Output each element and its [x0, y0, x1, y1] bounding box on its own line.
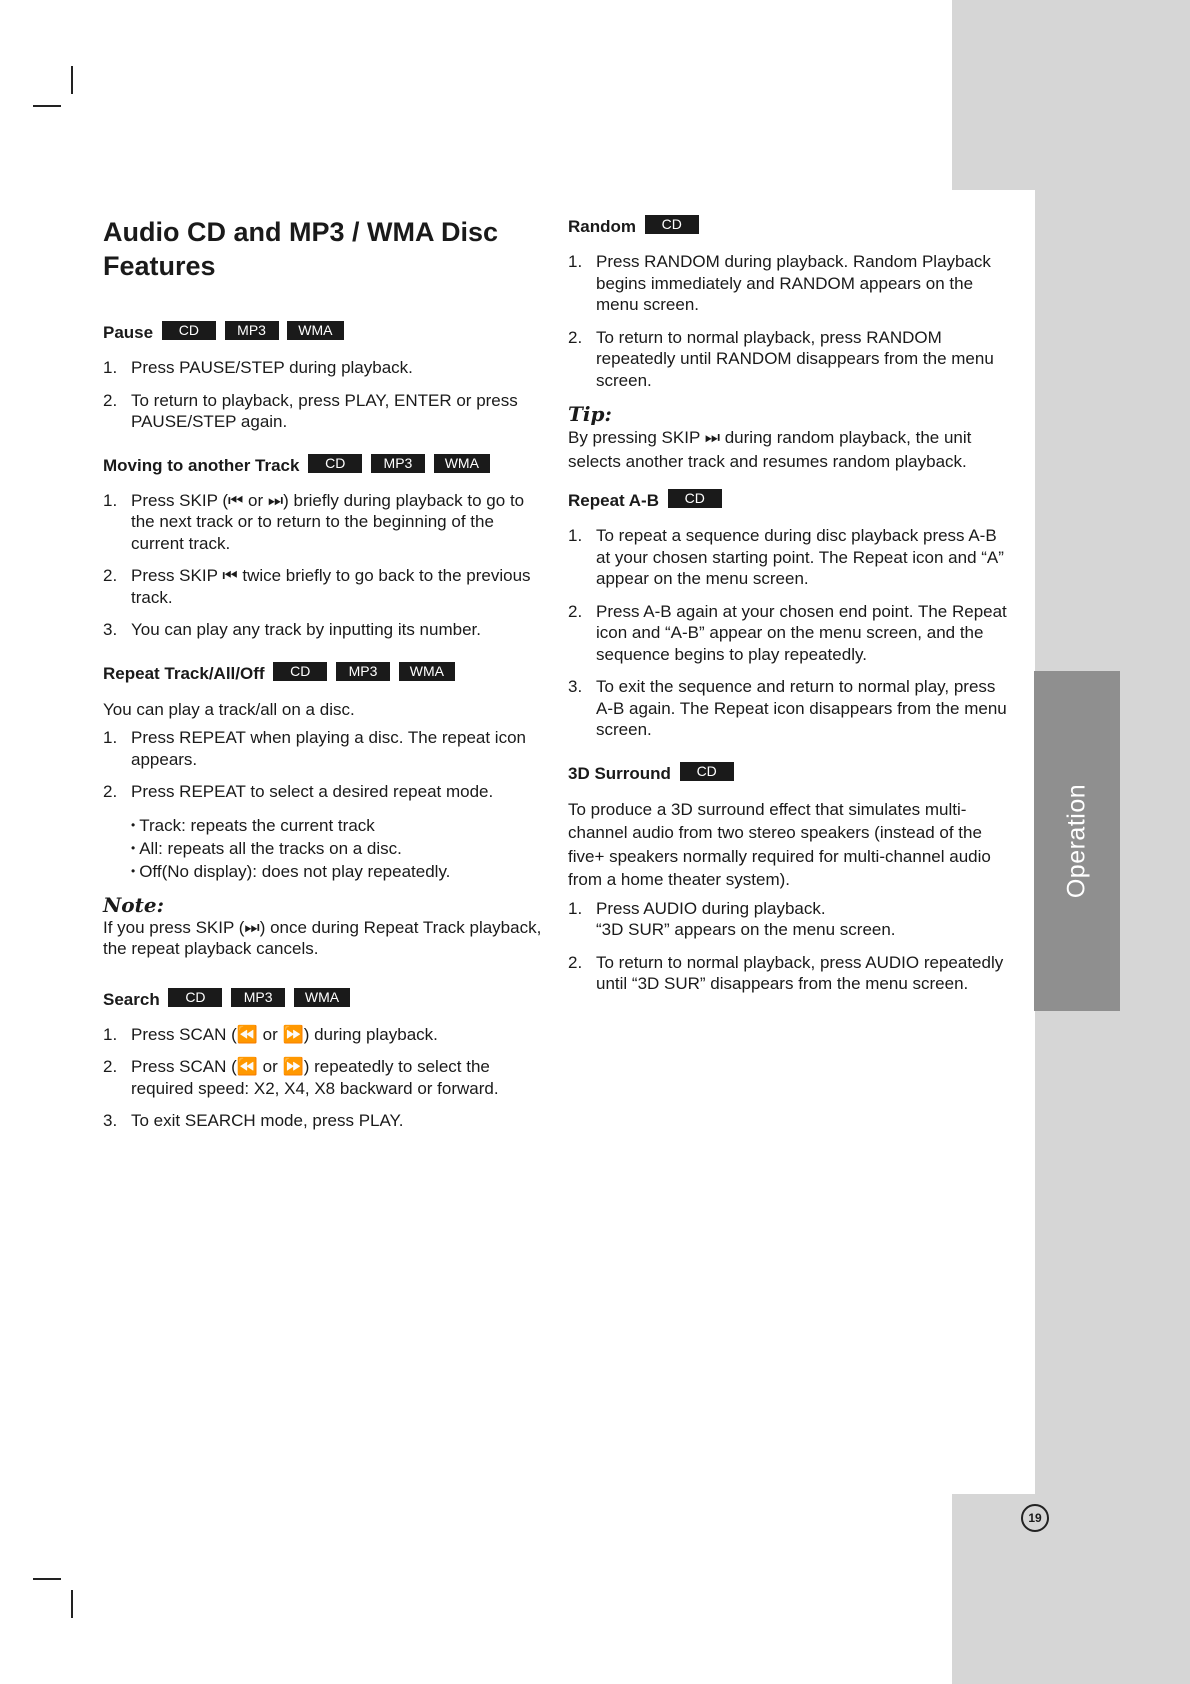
tip-heading: Tip: — [568, 402, 612, 426]
section-heading — [103, 321, 543, 345]
badge-cd: CD — [308, 454, 362, 473]
sidebar-top-block — [952, 0, 1190, 190]
list-item: • Off(No display): does not play repeatedly. — [131, 860, 543, 883]
step-list — [568, 898, 1008, 995]
crop-mark-top-vertical — [71, 66, 73, 94]
list-item: 1. Press SCAN (⏪ or ⏩) during playback. — [103, 1024, 438, 1044]
section-heading-text: Random — [568, 217, 636, 236]
section-heading-text: Pause — [103, 323, 154, 342]
list-item: 2. Press SCAN (⏪ or ⏩) repeatedly to select the required speed: X2, X4, X8 backward or forward. — [103, 1057, 499, 1098]
section-pause — [103, 321, 543, 433]
right-column — [568, 215, 1008, 1006]
section-3d-surround — [568, 762, 1008, 995]
page-title: Audio CD and MP3 / WMA Disc Features — [103, 217, 499, 281]
note-heading: Note: — [103, 892, 164, 917]
list-item: 1. Press PAUSE/STEP during playback. — [103, 358, 413, 377]
list-item: 2. Press SKIP ⏮ twice briefly to go back to the previous track. — [103, 566, 531, 607]
tip-text: By pressing SKIP ⏭ during random playback, the unit selects another track and resumes random playback. — [568, 428, 972, 471]
step-list — [568, 251, 1008, 391]
list-item: 3. You can play any track by inputting its number. — [103, 620, 481, 639]
badge-wma: WMA — [294, 988, 350, 1007]
step-list — [103, 1024, 543, 1132]
left-column — [103, 215, 543, 1143]
sidebar-bottom-block — [952, 1494, 1190, 1684]
section-heading — [103, 988, 543, 1012]
list-item: 2. Press REPEAT to select a desired repeat mode. — [103, 782, 494, 801]
section-repeat-ab — [568, 489, 1008, 741]
list-item: • Track: repeats the current track — [131, 814, 543, 837]
step-list — [103, 727, 543, 803]
section-intro: You can play a track/all on a disc. — [103, 699, 355, 719]
badge-cd: CD — [668, 489, 722, 508]
section-heading — [103, 662, 543, 686]
badge-wma: WMA — [434, 454, 490, 473]
section-moving-track — [103, 454, 543, 641]
section-heading-text: Repeat A-B — [568, 491, 659, 510]
section-search — [103, 988, 543, 1132]
list-item: 1. To repeat a sequence during disc playback press A-B at your chosen starting point. The Repeat icon and “A” appear on the menu screen. — [568, 526, 1004, 588]
step-list — [103, 357, 543, 433]
list-item: 1. Press RANDOM during playback. Random Playback begins immediately and RANDOM appears on the menu screen. — [568, 252, 991, 314]
badge-cd: CD — [162, 321, 216, 340]
badge-mp3: MP3 — [371, 454, 425, 473]
list-item: 2. Press A-B again at your chosen end point. The Repeat icon and “A-B” appear on the menu screen, and the sequence begins to play repeatedly. — [568, 601, 1007, 664]
list-item: 1. Press SKIP (⏮ or ⏭) briefly during playback to go to the next track or to return to the beginning of the current track. — [103, 490, 525, 553]
badge-wma: WMA — [287, 321, 343, 340]
note-text: If you press SKIP (⏭) once during Repeat Track playback, the repeat playback cancels. — [103, 917, 542, 958]
list-item: 1. Press AUDIO during playback. “3D SUR” appears on the menu screen. — [568, 898, 896, 939]
badge-cd: CD — [168, 988, 222, 1007]
step-list — [103, 490, 543, 641]
list-item: 2. To return to playback, press PLAY, ENTER or press PAUSE/STEP again. — [103, 390, 518, 431]
badge-cd: CD — [273, 662, 327, 681]
badge-cd: CD — [680, 762, 734, 781]
page-number: 19 — [1021, 1504, 1049, 1532]
section-heading-text: 3D Surround — [568, 763, 671, 783]
crop-mark-top-horizontal — [33, 105, 61, 107]
list-item: 3. To exit SEARCH mode, press PLAY. — [103, 1111, 404, 1130]
section-heading-text: Repeat Track/All/Off — [103, 663, 265, 683]
section-heading — [568, 489, 1008, 513]
section-heading — [103, 454, 543, 478]
badge-cd: CD — [645, 215, 699, 234]
section-heading-text: Moving to another Track — [103, 455, 300, 475]
list-item: 2. To return to normal playback, press RANDOM repeatedly until RANDOM disappears from the menu screen. — [568, 327, 994, 390]
list-item: 1. Press REPEAT when playing a disc. The repeat icon appears. — [103, 728, 526, 769]
note-block — [103, 893, 543, 960]
crop-mark-bottom-vertical — [71, 1590, 73, 1618]
badge-mp3: MP3 — [336, 662, 390, 681]
operation-tab-label: Operation — [1062, 783, 1091, 899]
section-heading-text: Search — [103, 989, 160, 1009]
tip-block — [568, 402, 1008, 473]
section-heading — [568, 215, 1008, 239]
section-heading — [568, 762, 1008, 786]
repeat-mode-list — [131, 814, 543, 883]
badge-wma: WMA — [399, 662, 455, 681]
list-item: 3. To exit the sequence and return to normal play, press A-B again. The Repeat icon disappears from the menu screen. — [568, 677, 1007, 739]
list-item: 2. To return to normal playback, press AUDIO repeatedly until “3D SUR” disappears from the menu screen. — [568, 952, 1004, 993]
step-list — [568, 525, 1008, 741]
section-repeat — [103, 662, 543, 883]
list-item: • All: repeats all the tracks on a disc. — [131, 837, 543, 860]
crop-mark-bottom-horizontal — [33, 1578, 61, 1580]
section-intro: To produce a 3D surround effect that simulates multi-channel audio from two stereo speakers (instead of the five+ speakers normally required for multi-channel audio from a home theater system). — [568, 799, 991, 889]
badge-mp3: MP3 — [231, 988, 285, 1007]
section-random — [568, 215, 1008, 391]
badge-mp3: MP3 — [225, 321, 279, 340]
